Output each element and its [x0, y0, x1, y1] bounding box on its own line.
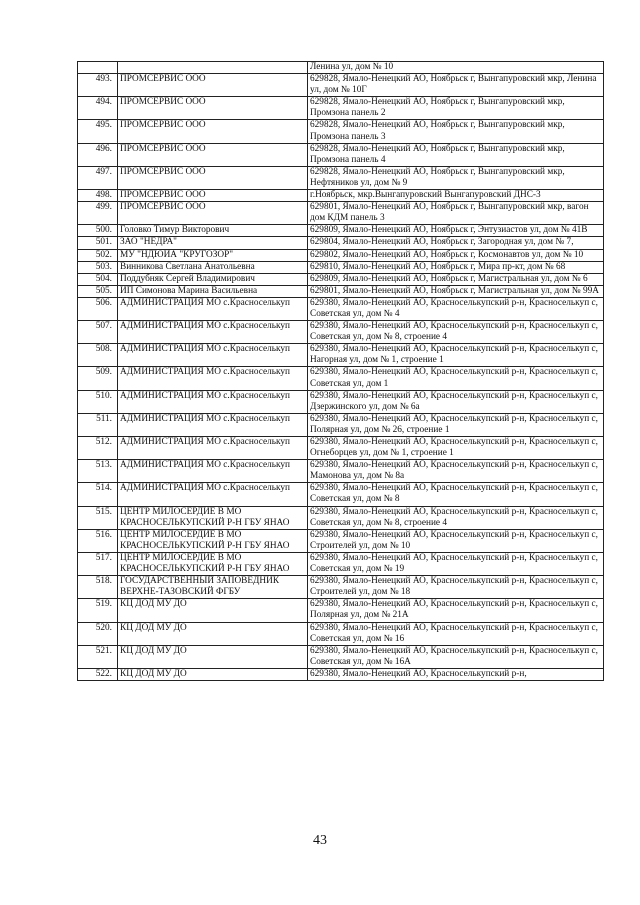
organization-name: АДМИНИСТРАЦИЯ МО с.Красноселькуп [118, 483, 308, 506]
row-number: 494. [78, 97, 118, 120]
row-number: 521. [78, 645, 118, 668]
organization-name: АДМИНИСТРАЦИЯ МО с.Красноселькуп [118, 297, 308, 320]
row-number: 510. [78, 390, 118, 413]
address-cell: 629380, Ямало-Ненецкий АО, Красноселькупский р-н, Красноселькуп с, Советская ул, дом № 16 [308, 622, 604, 645]
address-cell: 629380, Ямало-Ненецкий АО, Красноселькупский р-н, Красноселькуп с, Советская ул, дом 1 [308, 367, 604, 390]
row-number: 509. [78, 367, 118, 390]
table-row [78, 599, 604, 622]
address-table [77, 61, 604, 681]
table-row [78, 622, 604, 645]
organization-name: Винникова Светлана Анатольевна [118, 261, 308, 273]
organization-name: КЦ ДОД МУ ДО [118, 599, 308, 622]
table-row [78, 190, 604, 202]
row-number: 515. [78, 506, 118, 529]
address-cell: 629810, Ямало-Ненецкий АО, Ноябрьск г, Мира пр-кт, дом № 68 [308, 261, 604, 273]
organization-name: ПРОМСЕРВИС ООО [118, 190, 308, 202]
table-row [78, 483, 604, 506]
address-cell: 629828, Ямало-Ненецкий АО, Ноябрьск г, Вынгапуровский мкр, Промзона панель 3 [308, 120, 604, 143]
row-number: 519. [78, 599, 118, 622]
address-cell: 629802, Ямало-Ненецкий АО, Ноябрьск г, Космонавтов ул, дом № 10 [308, 249, 604, 261]
address-cell: 629828, Ямало-Ненецкий АО, Ноябрьск г, Вынгапуровский мкр, Ленина ул, дом № 10Г [308, 74, 604, 97]
organization-name: ПРОМСЕРВИС ООО [118, 74, 308, 97]
table-row [78, 390, 604, 413]
address-cell: 629380, Ямало-Ненецкий АО, Красноселькупский р-н, Красноселькуп с, Советская ул, дом № 4 [308, 297, 604, 320]
row-number: 506. [78, 297, 118, 320]
address-cell: 629380, Ямало-Ненецкий АО, Красноселькупский р-н, Красноселькуп с, Мамонова ул, дом № 8а [308, 460, 604, 483]
address-cell: 629380, Ямало-Ненецкий АО, Красноселькупский р-н, Красноселькуп с, Советская ул, дом № 8 [308, 483, 604, 506]
table-row [78, 576, 604, 599]
organization-name: ПРОМСЕРВИС ООО [118, 120, 308, 143]
table-row [78, 460, 604, 483]
organization-name: ЦЕНТР МИЛОСЕРДИЕ В МО КРАСНОСЕЛЬКУПСКИЙ Р-Н ГБУ ЯНАО [118, 552, 308, 575]
table-row [78, 249, 604, 261]
row-number: 514. [78, 483, 118, 506]
row-number: 502. [78, 249, 118, 261]
table-row [78, 285, 604, 297]
row-number: 495. [78, 120, 118, 143]
address-cell: 629380, Ямало-Ненецкий АО, Красноселькупский р-н, Красноселькуп с, Советская ул, дом № 16А [308, 645, 604, 668]
organization-name: КЦ ДОД МУ ДО [118, 645, 308, 668]
row-number: 520. [78, 622, 118, 645]
address-cell: 629809, Ямало-Ненецкий АО, Ноябрьск г, Энтузиастов ул, дом № 41В [308, 225, 604, 237]
table-row [78, 367, 604, 390]
organization-name: ЦЕНТР МИЛОСЕРДИЕ В МО КРАСНОСЕЛЬКУПСКИЙ Р-Н ГБУ ЯНАО [118, 529, 308, 552]
address-cell: 629380, Ямало-Ненецкий АО, Красноселькупский р-н, [308, 668, 604, 680]
organization-name: МУ "НДЮИА "КРУГОЗОР" [118, 249, 308, 261]
address-cell: 629380, Ямало-Ненецкий АО, Красноселькупский р-н, Красноселькуп с, Советская ул, дом № 8, строение 4 [308, 321, 604, 344]
table-row [78, 97, 604, 120]
table-row [78, 74, 604, 97]
table-row [78, 297, 604, 320]
row-number: 493. [78, 74, 118, 97]
address-cell: 629828, Ямало-Ненецкий АО, Ноябрьск г, Вынгапуровский мкр, Нефтяников ул, дом № 9 [308, 166, 604, 189]
row-number: 503. [78, 261, 118, 273]
row-number: 500. [78, 225, 118, 237]
organization-name: КЦ ДОД МУ ДО [118, 622, 308, 645]
organization-name: АДМИНИСТРАЦИЯ МО с.Красноселькуп [118, 321, 308, 344]
table-body [78, 62, 604, 681]
table-row [78, 321, 604, 344]
row-number: 508. [78, 344, 118, 367]
address-cell: 629380, Ямало-Ненецкий АО, Красноселькупский р-н, Красноселькуп с, Полярная ул, дом № 21А [308, 599, 604, 622]
table-row [78, 62, 604, 74]
organization-name: Головко Тимур Викторович [118, 225, 308, 237]
row-number [78, 62, 118, 74]
address-cell: 629801, Ямало-Ненецкий АО, Ноябрьск г, Вынгапуровский мкр, вагон дом КДМ панель 3 [308, 202, 604, 225]
row-number: 501. [78, 237, 118, 249]
row-number: 513. [78, 460, 118, 483]
organization-name: ПРОМСЕРВИС ООО [118, 166, 308, 189]
row-number: 511. [78, 413, 118, 436]
row-number: 497. [78, 166, 118, 189]
organization-name: ПРОМСЕРВИС ООО [118, 202, 308, 225]
organization-name: Поддубняк Сергей Владимирович [118, 273, 308, 285]
address-cell: 629380, Ямало-Ненецкий АО, Красноселькупский р-н, Красноселькуп с, Нагорная ул, дом № 1, строение 1 [308, 344, 604, 367]
table-row [78, 668, 604, 680]
organization-name: ЦЕНТР МИЛОСЕРДИЕ В МО КРАСНОСЕЛЬКУПСКИЙ Р-Н ГБУ ЯНАО [118, 506, 308, 529]
row-number: 512. [78, 437, 118, 460]
organization-name: АДМИНИСТРАЦИЯ МО с.Красноселькуп [118, 413, 308, 436]
row-number: 507. [78, 321, 118, 344]
address-cell: 629809, Ямало-Ненецкий АО, Ноябрьск г, Магистральная ул, дом № 6 [308, 273, 604, 285]
table-row [78, 529, 604, 552]
organization-name: КЦ ДОД МУ ДО [118, 668, 308, 680]
table-row [78, 437, 604, 460]
page-number: 43 [313, 833, 327, 848]
table-row [78, 273, 604, 285]
row-number: 499. [78, 202, 118, 225]
address-cell: 629380, Ямало-Ненецкий АО, Красноселькупский р-н, Красноселькуп с, Строителей ул, дом № 10 [308, 529, 604, 552]
table-row [78, 120, 604, 143]
organization-name: АДМИНИСТРАЦИЯ МО с.Красноселькуп [118, 390, 308, 413]
address-cell: 629828, Ямало-Ненецкий АО, Ноябрьск г, Вынгапуровский мкр, Промзона панель 4 [308, 143, 604, 166]
organization-name: ЗАО "НЕДРА" [118, 237, 308, 249]
table-row [78, 344, 604, 367]
table-row [78, 202, 604, 225]
address-cell: Ленина ул, дом № 10 [308, 62, 604, 74]
row-number: 505. [78, 285, 118, 297]
table-row [78, 166, 604, 189]
organization-name: АДМИНИСТРАЦИЯ МО с.Красноселькуп [118, 367, 308, 390]
table-row [78, 645, 604, 668]
table-row [78, 413, 604, 436]
table-row [78, 143, 604, 166]
row-number: 522. [78, 668, 118, 680]
row-number: 496. [78, 143, 118, 166]
address-cell: 629380, Ямало-Ненецкий АО, Красноселькупский р-н, Красноселькуп с, Советская ул, дом № 19 [308, 552, 604, 575]
address-cell: 629801, Ямало-Ненецкий АО, Ноябрьск г, Магистральная ул, дом № 99А [308, 285, 604, 297]
row-number: 498. [78, 190, 118, 202]
table-row [78, 261, 604, 273]
table-row [78, 552, 604, 575]
address-cell: г.Ноябрьск, мкр.Вынгапуровский Вынгапуровский ДНС-3 [308, 190, 604, 202]
row-number: 516. [78, 529, 118, 552]
address-cell: 629380, Ямало-Ненецкий АО, Красноселькупский р-н, Красноселькуп с, Строителей ул, дом № 18 [308, 576, 604, 599]
organization-name [118, 62, 308, 74]
row-number: 517. [78, 552, 118, 575]
organization-name: АДМИНИСТРАЦИЯ МО с.Красноселькуп [118, 437, 308, 460]
organization-name: ПРОМСЕРВИС ООО [118, 97, 308, 120]
address-cell: 629380, Ямало-Ненецкий АО, Красноселькупский р-н, Красноселькуп с, Огнеборцев ул, дом № 1, строение 1 [308, 437, 604, 460]
organization-name: ГОСУДАРСТВЕННЫЙ ЗАПОВЕДНИК ВЕРХНЕ-ТАЗОВСКИЙ ФГБУ [118, 576, 308, 599]
organization-name: ИП Симонова Марина Васильевна [118, 285, 308, 297]
address-cell: 629804, Ямало-Ненецкий АО, Ноябрьск г, Загородная ул, дом № 7, [308, 237, 604, 249]
organization-name: ПРОМСЕРВИС ООО [118, 143, 308, 166]
address-cell: 629380, Ямало-Ненецкий АО, Красноселькупский р-н, Красноселькуп с, Полярная ул, дом № 26, строение 1 [308, 413, 604, 436]
row-number: 518. [78, 576, 118, 599]
organization-name: АДМИНИСТРАЦИЯ МО с.Красноселькуп [118, 460, 308, 483]
table-row [78, 225, 604, 237]
row-number: 504. [78, 273, 118, 285]
table-row [78, 506, 604, 529]
address-cell: 629380, Ямало-Ненецкий АО, Красноселькупский р-н, Красноселькуп с, Дзержинского ул, дом № 6а [308, 390, 604, 413]
table-row [78, 237, 604, 249]
address-cell: 629380, Ямало-Ненецкий АО, Красноселькупский р-н, Красноселькуп с, Советская ул, дом № 8, строение 4 [308, 506, 604, 529]
address-cell: 629828, Ямало-Ненецкий АО, Ноябрьск г, Вынгапуровский мкр, Промзона панель 2 [308, 97, 604, 120]
organization-name: АДМИНИСТРАЦИЯ МО с.Красноселькуп [118, 344, 308, 367]
